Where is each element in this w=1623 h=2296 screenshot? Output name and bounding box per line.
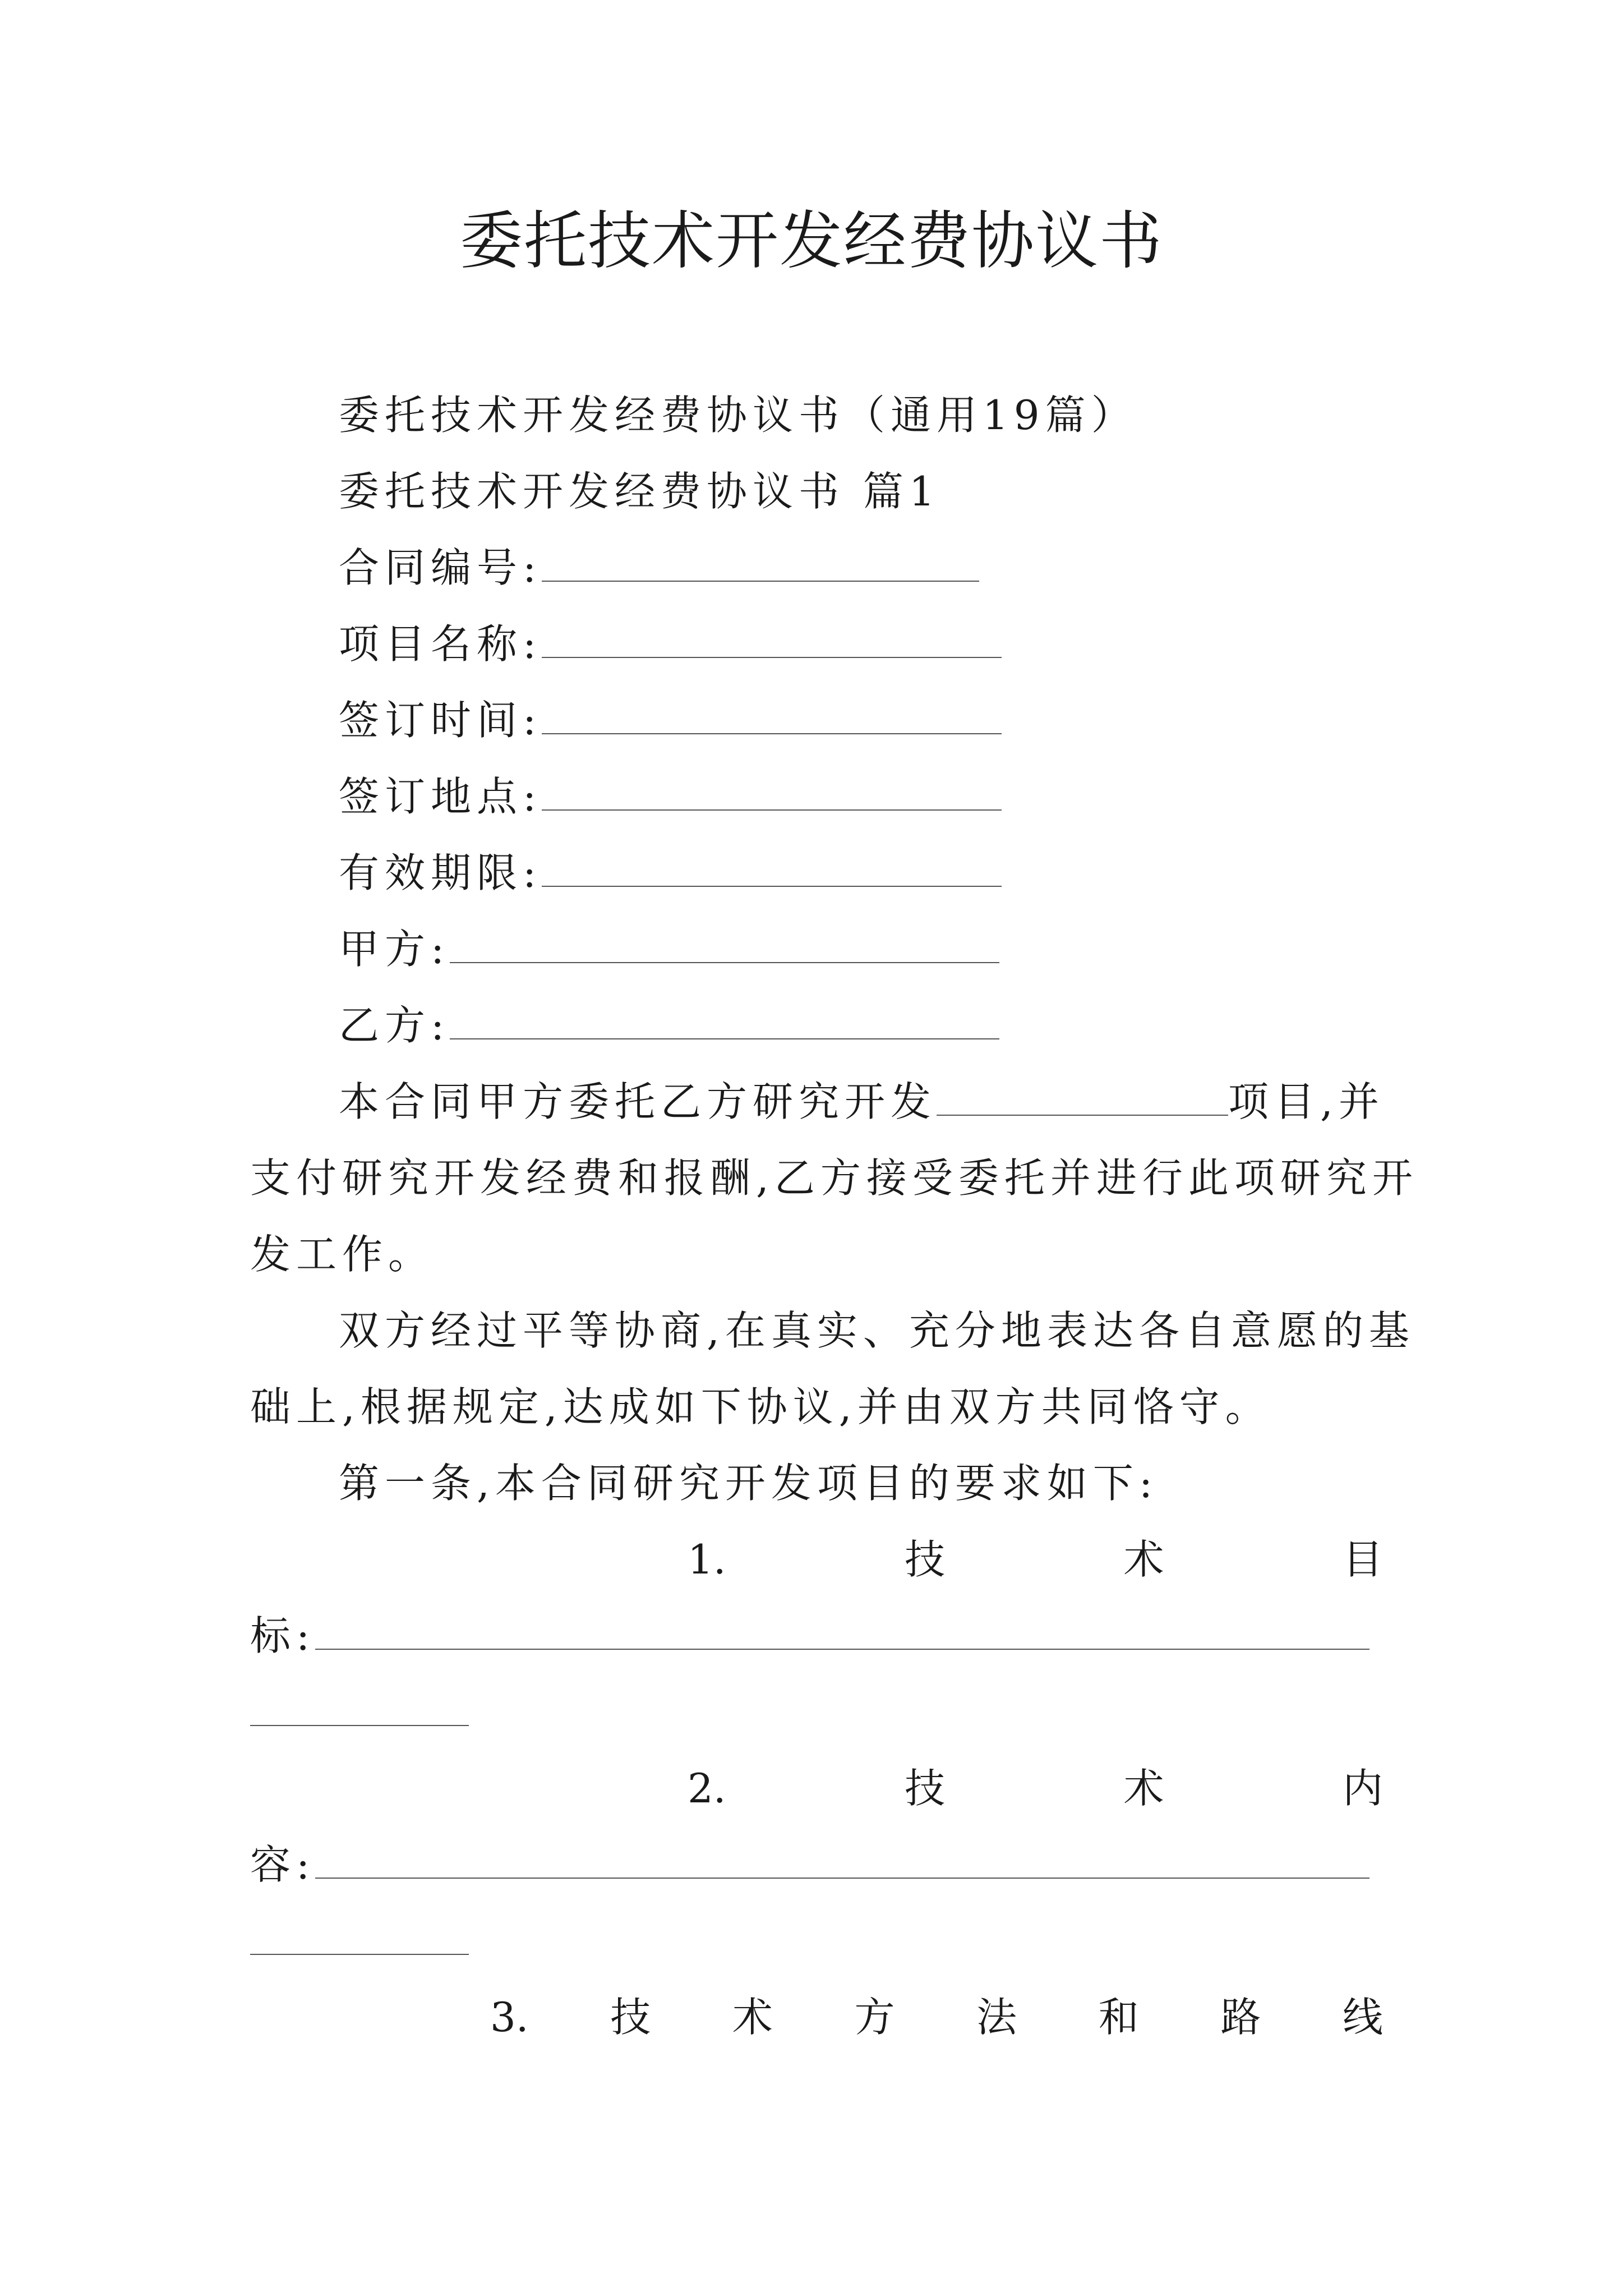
blank-line xyxy=(542,776,1002,811)
item-1-line xyxy=(688,1531,1383,1588)
blank-line xyxy=(315,1844,1370,1879)
item-char: 技 xyxy=(905,1765,946,1812)
paragraph-1-line-3: 发工作。 xyxy=(250,1231,435,1278)
blank-line xyxy=(542,700,1002,734)
blank-line xyxy=(250,1691,469,1726)
item-number: 3. xyxy=(490,1994,529,2041)
blank-line xyxy=(250,1920,469,1955)
item-char: 技 xyxy=(905,1536,946,1583)
paragraph-1-line-2: 支付研究开发经费和报酬,乙方接受委托并进行此项研究开 xyxy=(250,1154,1418,1202)
item-char: 术 xyxy=(1123,1765,1164,1812)
item-char: 路 xyxy=(1220,1994,1261,2041)
article-1-heading: 第一条,本合同研究开发项目的要求如下: xyxy=(339,1460,1159,1507)
field-validity-period xyxy=(339,845,1383,901)
field-project-name xyxy=(339,616,1383,672)
blank-line xyxy=(450,1005,999,1039)
item-number: 2. xyxy=(688,1765,726,1812)
field-contract-number xyxy=(339,540,1383,596)
item-1-continuation xyxy=(250,1608,1383,1664)
blank-line xyxy=(450,928,999,963)
paragraph-2-line-1: 双方经过平等协商,在真实、充分地表达各自意愿的基 xyxy=(339,1307,1415,1354)
field-signing-place xyxy=(339,769,1383,825)
field-party-b xyxy=(339,997,1383,1053)
item-1-blank-line xyxy=(250,1684,1383,1740)
document-subtitle: 委托技术开发经费协议书（通用19篇） xyxy=(339,392,1137,439)
field-label: 签订时间: xyxy=(339,697,542,744)
item-2-continuation xyxy=(250,1837,1383,1893)
text-span: 本合同甲方委托乙方研究开发 xyxy=(339,1078,937,1125)
field-label: 乙方: xyxy=(339,1002,450,1049)
field-label: 签订地点: xyxy=(339,773,542,820)
item-2-blank-line xyxy=(250,1913,1383,1969)
item-char: 方 xyxy=(854,1994,895,2041)
item-char: 和 xyxy=(1098,1994,1139,2041)
blank-line xyxy=(315,1615,1370,1650)
field-party-a xyxy=(339,921,1383,977)
item-char: 术 xyxy=(732,1994,773,2041)
item-char: 内 xyxy=(1342,1765,1383,1812)
item-char: 术 xyxy=(1123,1536,1164,1583)
blank-line xyxy=(542,623,1002,658)
blank-line xyxy=(542,852,1002,887)
paragraph-2-line-2: 础上,根据规定,达成如下协议,并由双方共同恪守。 xyxy=(250,1383,1271,1430)
document-title: 委托技术开发经费协议书 xyxy=(460,205,1163,278)
field-label: 甲方: xyxy=(339,926,450,973)
field-label: 项目名称: xyxy=(339,620,542,668)
paragraph-1-line-1 xyxy=(339,1074,1383,1130)
item-2-line xyxy=(688,1760,1383,1816)
item-char: 目 xyxy=(1342,1536,1383,1583)
item-char: 技 xyxy=(610,1994,651,2041)
text-span: 容: xyxy=(250,1841,316,1888)
item-char: 法 xyxy=(976,1994,1017,2041)
item-3-line xyxy=(490,1989,1383,2045)
field-label: 有效期限: xyxy=(339,849,542,896)
text-span: 项目,并 xyxy=(1228,1078,1385,1125)
blank-line xyxy=(937,1081,1228,1116)
item-char: 线 xyxy=(1342,1994,1383,2041)
section-heading: 委托技术开发经费协议书 篇1 xyxy=(339,468,940,515)
field-signing-time xyxy=(339,692,1383,748)
blank-line xyxy=(542,547,979,582)
item-number: 1. xyxy=(688,1536,726,1583)
text-span: 标: xyxy=(250,1612,316,1659)
field-label: 合同编号: xyxy=(339,544,542,591)
